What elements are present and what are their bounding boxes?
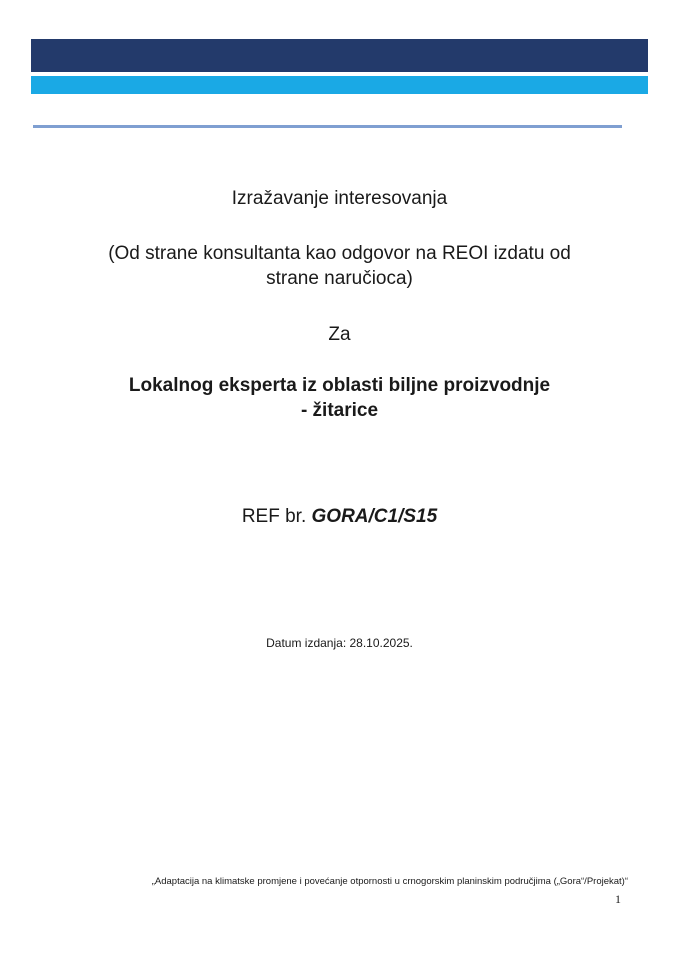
- reference-prefix: REF br.: [241, 506, 307, 527]
- title-line-2: - žitarice: [300, 400, 379, 421]
- subheading-line-1: (Od strane konsultanta kao odgovor na REOI izdatu od: [108, 243, 571, 264]
- subheading-line-2: strane naručioca): [266, 268, 413, 289]
- page-number: 1: [615, 892, 621, 906]
- document-title: [0, 373, 679, 423]
- title-line-1: Lokalnog eksperta iz oblasti biljne proizvodnje: [128, 375, 551, 396]
- footer-project-note: „Adaptacija na klimatske promjene i povećanje otpornosti u crnogorskim planinskim područjima („Gora“/Projekat)“: [151, 876, 628, 887]
- reference-line: [0, 506, 679, 528]
- for-label: Za: [328, 324, 351, 345]
- document-heading: Izražavanje interesovanja: [231, 188, 448, 209]
- header-divider: [33, 125, 622, 128]
- document-subheading: [0, 241, 679, 291]
- reference-code: GORA/C1/S15: [311, 506, 438, 527]
- header-band-dark: [31, 39, 648, 72]
- header-band-light: [31, 76, 648, 94]
- issue-date: Datum izdanja: 28.10.2025.: [266, 636, 413, 650]
